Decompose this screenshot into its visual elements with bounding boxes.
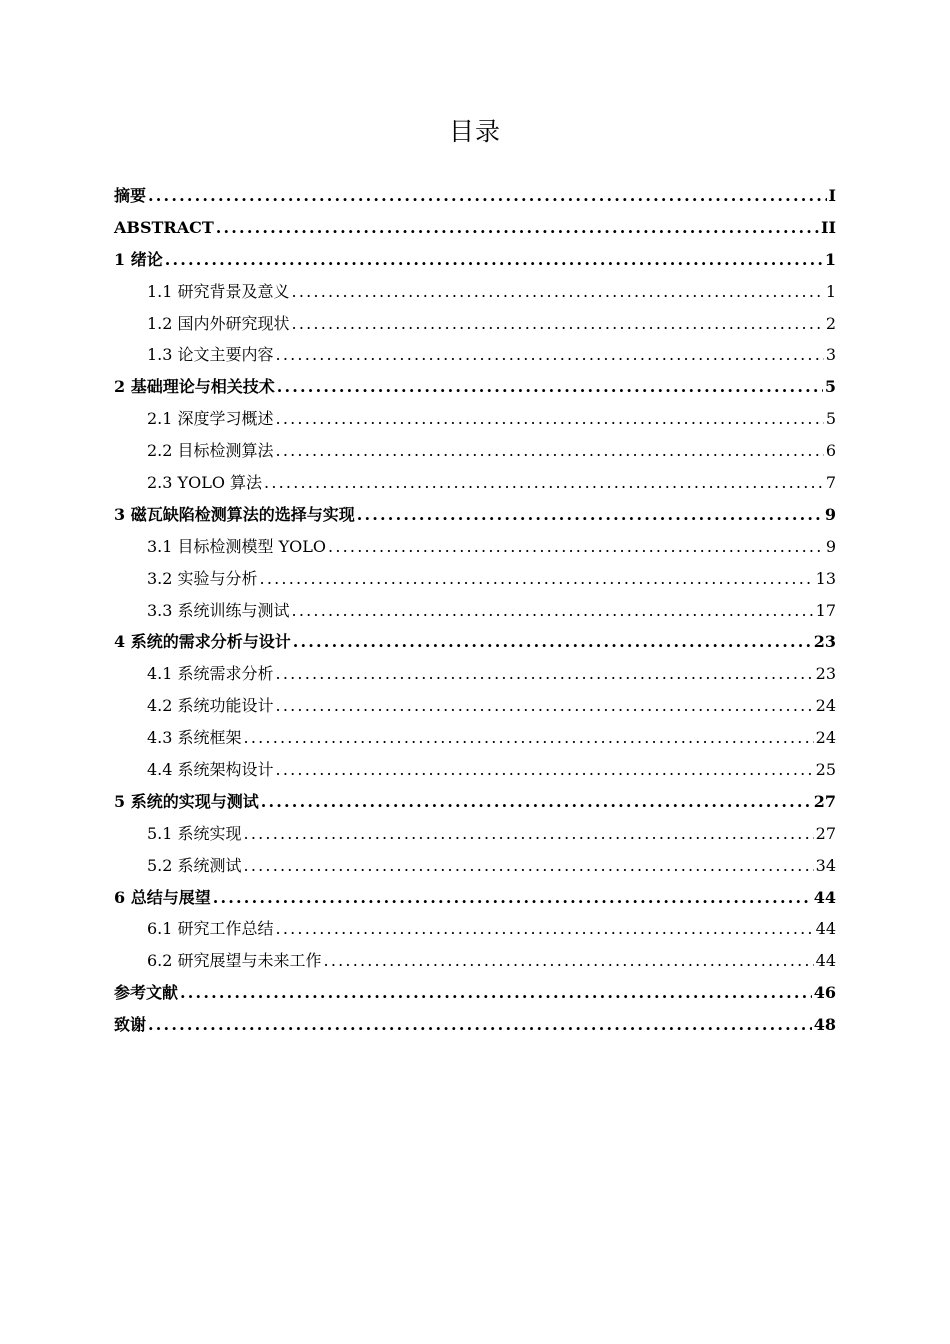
toc-entry-label: 1.2 国内外研究现状: [147, 313, 290, 333]
toc-entry-label: 1 绪论: [114, 249, 163, 269]
toc-entry-label: 1.1 研究背景及意义: [147, 281, 290, 301]
toc-leader-dots: [213, 882, 812, 914]
toc-leader-dots: [244, 818, 814, 850]
toc-leader-dots: [277, 371, 823, 403]
toc-entry-page-number: 5: [824, 377, 836, 397]
toc-entry-label: 4.3 系统框架: [147, 728, 242, 748]
toc-entry-label: 5.1 系统实现: [147, 823, 242, 843]
toc-leader-dots: [328, 531, 824, 563]
toc-entry-label: 致谢: [114, 1015, 147, 1035]
toc-entry[interactable]: [114, 435, 836, 467]
toc-entry-label: 5 系统的实现与测试: [114, 791, 259, 811]
table-of-contents: [114, 180, 836, 1041]
toc-leader-dots: [276, 690, 814, 722]
toc-leader-dots: [292, 595, 814, 627]
toc-leader-dots: [261, 786, 812, 818]
toc-entry[interactable]: [114, 658, 836, 690]
toc-entry-label: 参考文献: [114, 983, 179, 1003]
toc-entry-label: 2.2 目标检测算法: [147, 441, 274, 461]
toc-entry[interactable]: [114, 977, 836, 1009]
toc-entry-label: 4 系统的需求分析与设计: [114, 632, 291, 652]
toc-leader-dots: [216, 212, 819, 244]
toc-leader-dots: [180, 977, 812, 1009]
toc-entry[interactable]: [114, 403, 836, 435]
toc-entry[interactable]: [114, 339, 836, 371]
toc-leader-dots: [357, 499, 823, 531]
toc-entry-label: 摘要: [114, 186, 147, 205]
toc-entry-label: 6 总结与展望: [114, 887, 211, 907]
toc-entry[interactable]: [114, 945, 836, 977]
toc-entry-label: 4.1 系统需求分析: [147, 664, 274, 684]
toc-entry-page-number: I: [828, 186, 836, 205]
toc-leader-dots: [276, 754, 814, 786]
toc-entry-label: 6.2 研究展望与未来工作: [147, 951, 322, 971]
toc-entry-page-number: 6: [825, 441, 836, 461]
toc-entry-page-number: 17: [815, 600, 836, 620]
toc-entry[interactable]: [114, 913, 836, 945]
toc-entry-page-number: 44: [815, 951, 836, 971]
toc-entry-page-number: 27: [815, 823, 836, 843]
toc-leader-dots: [276, 403, 824, 435]
toc-entry-page-number: 5: [825, 409, 836, 429]
toc-entry-label: 3.3 系统训练与测试: [147, 600, 290, 620]
toc-entry[interactable]: [114, 244, 836, 276]
toc-entry-label: 5.2 系统测试: [147, 855, 242, 875]
toc-entry-page-number: 34: [815, 855, 836, 875]
toc-entry-page-number: 1: [825, 281, 836, 301]
toc-entry-page-number: 46: [813, 983, 836, 1003]
toc-entry[interactable]: [114, 531, 836, 563]
toc-entry[interactable]: [114, 499, 836, 531]
toc-leader-dots: [244, 850, 814, 882]
toc-entry[interactable]: [114, 754, 836, 786]
toc-entry-page-number: 9: [824, 504, 836, 524]
toc-leader-dots: [324, 945, 814, 977]
toc-entry[interactable]: [114, 212, 836, 244]
toc-entry[interactable]: [114, 276, 836, 308]
toc-entry-label: 3 磁瓦缺陷检测算法的选择与实现: [114, 504, 355, 524]
toc-entry[interactable]: [114, 308, 836, 340]
toc-entry-label: 1.3 论文主要内容: [147, 345, 274, 365]
toc-entry[interactable]: [114, 595, 836, 627]
toc-entry-label: 3.1 目标检测模型 YOLO: [147, 536, 327, 556]
toc-leader-dots: [260, 563, 814, 595]
toc-entry[interactable]: [114, 467, 836, 499]
toc-leader-dots: [148, 1009, 812, 1041]
toc-entry[interactable]: [114, 722, 836, 754]
toc-entry-label: 4.2 系统功能设计: [147, 696, 274, 716]
toc-entry-page-number: 3: [825, 345, 836, 365]
toc-entry[interactable]: [114, 818, 836, 850]
toc-leader-dots: [292, 308, 824, 340]
toc-entry-page-number: 25: [815, 760, 836, 780]
toc-leader-dots: [292, 276, 824, 308]
toc-leader-dots: [293, 626, 812, 658]
toc-entry[interactable]: [114, 371, 836, 403]
toc-entry-label: 4.4 系统架构设计: [147, 760, 274, 780]
toc-leader-dots: [276, 913, 814, 945]
toc-leader-dots: [165, 244, 823, 276]
toc-entry-label: 3.2 实验与分析: [147, 568, 258, 588]
toc-entry-page-number: 13: [815, 568, 836, 588]
toc-entry-page-number: 7: [825, 473, 836, 493]
toc-entry-page-number: 23: [813, 632, 836, 652]
toc-entry-label: ABSTRACT: [114, 217, 214, 237]
toc-entry-label: 2.3 YOLO 算法: [147, 473, 263, 493]
toc-title: 目录: [448, 117, 501, 146]
toc-entry[interactable]: [114, 1009, 836, 1041]
toc-entry-label: 2.1 深度学习概述: [147, 409, 274, 429]
toc-entry-page-number: 44: [813, 887, 836, 907]
toc-leader-dots: [148, 180, 827, 212]
toc-entry-page-number: 23: [815, 664, 836, 684]
toc-entry[interactable]: [114, 690, 836, 722]
toc-leader-dots: [264, 467, 824, 499]
toc-entry-page-number: 44: [815, 919, 836, 939]
toc-entry[interactable]: [114, 882, 836, 914]
toc-entry[interactable]: [114, 626, 836, 658]
toc-entry-page-number: 24: [815, 728, 836, 748]
toc-leader-dots: [276, 435, 824, 467]
toc-entry-page-number: 24: [815, 696, 836, 716]
toc-entry[interactable]: [114, 563, 836, 595]
toc-entry-page-number: 2: [825, 313, 836, 333]
toc-entry-page-number: 27: [813, 791, 836, 811]
toc-entry[interactable]: [114, 850, 836, 882]
toc-entry[interactable]: [114, 786, 836, 818]
toc-entry-page-number: 1: [824, 249, 836, 269]
toc-entry-page-number: 48: [813, 1015, 836, 1035]
toc-entry-page-number: 9: [825, 536, 836, 556]
toc-leader-dots: [276, 339, 824, 371]
toc-leader-dots: [276, 658, 814, 690]
toc-entry-label: 2 基础理论与相关技术: [114, 377, 275, 397]
toc-entry[interactable]: [114, 180, 836, 212]
toc-entry-label: 6.1 研究工作总结: [147, 919, 274, 939]
toc-entry-page-number: II: [821, 217, 836, 237]
toc-leader-dots: [244, 722, 814, 754]
